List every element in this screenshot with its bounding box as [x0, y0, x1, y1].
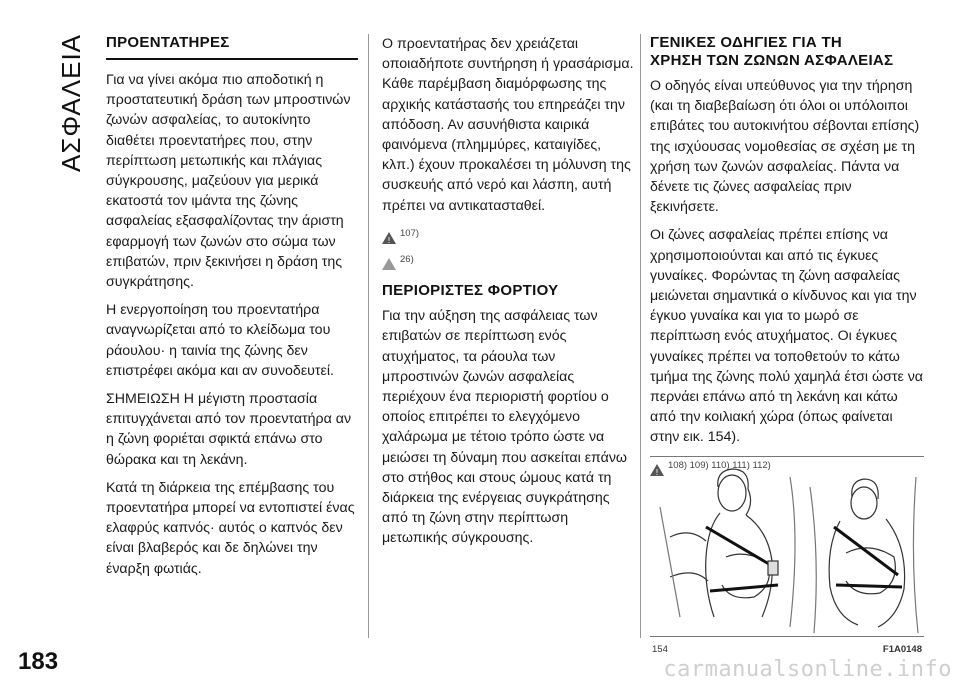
caution-ref-text: 26)	[400, 254, 414, 266]
paragraph: Ο οδηγός είναι υπεύθυνος για την τήρηση (και τη διαβεβαίωση ότι όλοι οι υπόλοιποι επιβάτες του αυτοκινήτου σέβονται επίσης) της ισχύουσας νομοθεσίας σε σχέση με τη χρήση των ζωνών ασφαλείας. Πάντα να δένετε τις ζώνες ασφαλείας πριν ξεκινήσετε.	[650, 78, 920, 216]
note-paragraph: ΣΗΜΕΙΩΣΗ Η μέγιστη προστασία επιτυγχάνεται από τον προεντατήρα αν η ζώνη φοριέται σφικτά επάνω στο θώρακα και τη λεκάνη.	[106, 391, 352, 468]
figure-number: 154	[652, 644, 668, 655]
column-divider	[368, 34, 369, 638]
heading-rule	[106, 58, 358, 60]
column-general-instructions	[650, 34, 924, 482]
paragraph: Κατά τη διάρκεια της επέμβασης του προεντατήρα μπορεί να εντοπιστεί ένας ελαφρύς καπνός· αυτός ο καπνός δεν είναι βλαβερός και δε δηλώνει την έναρξη φωτιάς.	[106, 479, 355, 577]
seatbelt-illustration	[650, 457, 924, 637]
heading-general-line2: ΧΡΗΣΗ ΤΩΝ ΖΩΝΩΝ ΑΣΦΑΛΕΙΑΣ	[650, 52, 894, 69]
paragraph: Η ενεργοποίηση του προεντατήρα αναγνωρίζεται από το κλείδωμα του ράουλου· η ταινία της ζώνης δεν επιστρέφει ακόμα και αν συνοδευτεί.	[106, 302, 334, 379]
caution-reference	[382, 250, 634, 270]
page-number: 183	[18, 648, 59, 675]
svg-text:!: !	[655, 467, 659, 476]
section-tab: ΑΣΦΑΛΕΙΑ	[56, 34, 86, 173]
heading-pretensioners: ΠΡΟΕΝΤΑΤΗΡΕΣ	[106, 34, 230, 51]
column-divider	[640, 34, 641, 638]
caution-icon	[382, 258, 396, 270]
watermark: carmanualsonline.info	[663, 657, 952, 682]
heading-general-line1: ΓΕΝΙΚΕΣ ΟΔΗΓΙΕΣ ΓΙΑ ΤΗ	[650, 34, 843, 51]
warning-reference	[382, 224, 634, 244]
paragraph: Για να γίνει ακόμα πιο αποδοτική η προστατευτική δράση των μπροστινών ζωνών ασφαλείας, το αυτοκίνητο διαθέτει προεντατήρες που, στην περίπτωση μετωπικής και πλάγιας σύγκρουσης, μαζεύουν για μερικά εκατοστά τον ιμάντα της ζώνης ασφαλείας εξασφαλίζοντας την άριστη εφαρμογή των ζωνών στο σώμα των επιβατών, πριν ξεκινήσει η δράση της συγκράτησης.	[106, 72, 351, 291]
column-pretensioners	[106, 34, 358, 587]
figure-code: F1A0148	[882, 644, 922, 655]
paragraph: Ο προεντατήρας δεν χρειάζεται οποιαδήποτε συντήρηση ή γρασάρισμα. Κάθε παρέμβαση διαμόρφωσης της αρχικής κατάστασής του επηρεάζει την απόδοση. Αν ασυνήθιστα καιρικά φαινόμενα (πλημμύρες, καταιγίδες, κλπ.) έχουν προκαλέσει τη μόλυνση της συσκευής από νερό και λάσπη, αυτή πρέπει να αντικατασταθεί.	[382, 36, 634, 214]
paragraph: Για την αύξηση της ασφάλειας των επιβατών σε περίπτωση ενός ατυχήματος, τα ράουλα των μπροστινών ζωνών ασφαλείας περιέχουν ένα περιοριστή φορτίου ο οποίος επιτρέπει το ελεγχόμενο χαλάρωμα με τέτοιο τρόπο ώστε να μειώσει τη δύναμη που ασκείται επάνω στο στήθος και στους ώμους κατά τη διάρκεια της ενέργειας συγκράτησης από τη ζώνη στην περίπτωση μετωπικής σύγκρουσης.	[382, 308, 627, 547]
figure-154	[650, 456, 924, 655]
warning-ref-text: 108) 109) 110) 111) 112)	[668, 459, 771, 471]
heading-load-limiters: ΠΕΡΙΟΡΙΣΤΕΣ ΦΟΡΤΙΟΥ	[382, 282, 559, 300]
warning-triangle-icon	[382, 232, 396, 244]
warning-ref-text: 107)	[400, 227, 420, 239]
svg-text:!: !	[387, 236, 391, 245]
column-load-limiters	[382, 34, 634, 557]
figure-bottom-rule	[650, 636, 924, 637]
paragraph: Οι ζώνες ασφαλείας πρέπει επίσης να χρησιμοποιούνται και από τις έγκυες γυναίκες. Φορώντας τη ζώνη ασφαλείας μειώνεται σημαντικά ο κίνδυνος και για την έγκυο γυναίκα και για το μωρό σε περίπτωση ενός ατυχήματος. Οι έγκυες γυναίκες πρέπει να τοποθετούν το κάτω τμήμα της ζώνης πολύ χαμηλά έτσι ώστε να περνάει επάνω από τη λεκάνη και κάτω από την κοιλιακή χώρα (όπως φαίνεται στην εικ. 154).	[650, 227, 924, 446]
